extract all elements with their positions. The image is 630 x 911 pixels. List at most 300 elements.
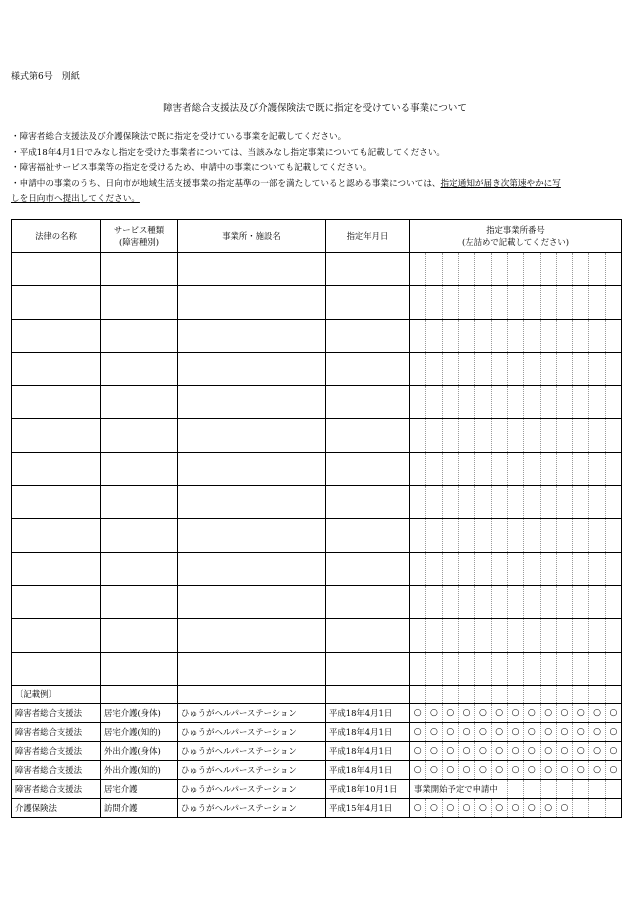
digit-cell[interactable] <box>491 453 507 485</box>
digit-cell[interactable] <box>442 419 458 451</box>
digit-cell[interactable] <box>442 519 458 551</box>
digit-cell[interactable] <box>458 586 474 618</box>
digit-cell[interactable] <box>523 253 539 285</box>
digit-cell[interactable] <box>425 453 441 485</box>
date-cell[interactable] <box>326 352 410 385</box>
digit-cell[interactable] <box>491 553 507 585</box>
digit-cell[interactable] <box>410 419 425 451</box>
digit-cell[interactable] <box>507 253 523 285</box>
digit-cell[interactable] <box>605 486 621 518</box>
office-number-cells[interactable] <box>410 703 622 722</box>
digit-cell[interactable] <box>572 286 588 318</box>
law-cell[interactable] <box>12 386 101 419</box>
date-cell[interactable] <box>326 519 410 552</box>
digit-cell[interactable]: ○ <box>413 745 422 756</box>
digit-cell[interactable] <box>556 320 572 352</box>
digit-cell[interactable]: ○ <box>523 799 539 817</box>
digit-cell[interactable] <box>425 419 441 451</box>
digit-cell[interactable] <box>458 619 474 651</box>
digit-cell[interactable] <box>556 253 572 285</box>
digit-cell[interactable] <box>588 519 604 551</box>
office-cell[interactable] <box>178 286 326 319</box>
digit-cell[interactable]: ○ <box>442 742 458 760</box>
digit-cell[interactable] <box>523 286 539 318</box>
digit-cell[interactable] <box>540 686 556 703</box>
digit-cell[interactable] <box>410 686 425 703</box>
digit-cell[interactable] <box>458 286 474 318</box>
digit-cell[interactable] <box>491 486 507 518</box>
digit-cell[interactable] <box>474 286 490 318</box>
digit-cell[interactable] <box>588 486 604 518</box>
digit-cell[interactable]: ○ <box>605 723 621 741</box>
law-cell[interactable] <box>12 519 101 552</box>
office-number-cells[interactable] <box>410 386 622 419</box>
office-cell[interactable] <box>178 652 326 685</box>
office-number-cells[interactable] <box>410 798 622 817</box>
law-cell[interactable] <box>12 286 101 319</box>
digit-cell[interactable] <box>572 320 588 352</box>
office-number-cells[interactable] <box>410 253 622 286</box>
digit-cell[interactable]: ○ <box>588 723 604 741</box>
office-number-cells[interactable] <box>410 452 622 485</box>
digit-cell[interactable] <box>556 619 572 651</box>
digit-cell[interactable] <box>540 386 556 418</box>
digit-cell[interactable] <box>425 686 441 703</box>
law-cell[interactable] <box>12 652 101 685</box>
digit-cell[interactable] <box>507 353 523 385</box>
office-cell[interactable] <box>178 519 326 552</box>
digit-cell[interactable]: ○ <box>413 764 422 775</box>
digit-cell[interactable]: ○ <box>523 742 539 760</box>
service-cell[interactable] <box>101 486 178 519</box>
digit-cell[interactable] <box>442 286 458 318</box>
service-cell[interactable] <box>101 519 178 552</box>
office-number-cells[interactable] <box>410 619 622 652</box>
digit-cell[interactable] <box>588 453 604 485</box>
digit-cell[interactable]: ○ <box>491 742 507 760</box>
digit-cell[interactable]: ○ <box>556 742 572 760</box>
office-number-cells[interactable] <box>410 319 622 352</box>
digit-cell[interactable] <box>458 253 474 285</box>
digit-cell[interactable] <box>605 553 621 585</box>
digit-cell[interactable] <box>458 353 474 385</box>
digit-cell[interactable] <box>572 253 588 285</box>
digit-cell[interactable] <box>442 386 458 418</box>
digit-cell[interactable] <box>410 553 425 585</box>
office-number-cells[interactable] <box>410 286 622 319</box>
digit-cell[interactable] <box>605 453 621 485</box>
date-cell[interactable] <box>326 652 410 685</box>
digit-cell[interactable] <box>507 586 523 618</box>
digit-cell[interactable] <box>442 586 458 618</box>
service-cell[interactable] <box>101 552 178 585</box>
digit-cell[interactable] <box>588 553 604 585</box>
digit-cell[interactable] <box>474 553 490 585</box>
digit-cell[interactable] <box>556 286 572 318</box>
digit-cell[interactable] <box>410 619 425 651</box>
digit-cell[interactable] <box>458 686 474 703</box>
digit-cell[interactable] <box>458 653 474 685</box>
digit-cell[interactable] <box>410 320 425 352</box>
office-number-cells[interactable] <box>410 760 622 779</box>
digit-cell[interactable] <box>474 486 490 518</box>
digit-cell[interactable] <box>572 353 588 385</box>
digit-cell[interactable] <box>540 780 556 798</box>
digit-cell[interactable] <box>425 386 441 418</box>
digit-cell[interactable] <box>523 519 539 551</box>
digit-cell[interactable] <box>572 486 588 518</box>
digit-cell[interactable] <box>540 353 556 385</box>
law-cell[interactable] <box>12 352 101 385</box>
digit-cell[interactable] <box>540 619 556 651</box>
digit-cell[interactable] <box>491 253 507 285</box>
digit-cell[interactable]: ○ <box>605 704 621 722</box>
digit-cell[interactable] <box>507 320 523 352</box>
digit-cell[interactable] <box>507 553 523 585</box>
digit-cell[interactable] <box>556 586 572 618</box>
office-number-cells[interactable] <box>410 419 622 452</box>
office-number-cells[interactable] <box>410 486 622 519</box>
digit-cell[interactable]: ○ <box>556 723 572 741</box>
digit-cell[interactable] <box>507 286 523 318</box>
digit-cell[interactable]: ○ <box>572 761 588 779</box>
service-cell[interactable] <box>101 452 178 485</box>
digit-cell[interactable] <box>605 253 621 285</box>
digit-cell[interactable]: ○ <box>572 742 588 760</box>
digit-cell[interactable]: ○ <box>540 799 556 817</box>
digit-cell[interactable] <box>572 419 588 451</box>
digit-cell[interactable]: ○ <box>425 761 441 779</box>
digit-cell[interactable] <box>540 419 556 451</box>
digit-cell[interactable]: ○ <box>507 742 523 760</box>
digit-cell[interactable]: ○ <box>474 742 490 760</box>
digit-cell[interactable] <box>410 519 425 551</box>
digit-cell[interactable] <box>410 386 425 418</box>
digit-cell[interactable]: ○ <box>540 704 556 722</box>
digit-cell[interactable] <box>572 386 588 418</box>
digit-cell[interactable] <box>572 553 588 585</box>
digit-cell[interactable] <box>588 253 604 285</box>
digit-cell[interactable]: ○ <box>556 704 572 722</box>
digit-cell[interactable] <box>425 353 441 385</box>
service-cell[interactable] <box>101 386 178 419</box>
digit-cell[interactable] <box>605 419 621 451</box>
digit-cell[interactable] <box>507 780 523 798</box>
office-cell[interactable] <box>178 552 326 585</box>
service-cell[interactable] <box>101 585 178 618</box>
digit-cell[interactable]: ○ <box>523 704 539 722</box>
digit-cell[interactable]: ○ <box>442 704 458 722</box>
digit-cell[interactable] <box>491 419 507 451</box>
date-cell[interactable] <box>326 585 410 618</box>
digit-cell[interactable] <box>442 353 458 385</box>
digit-cell[interactable] <box>458 553 474 585</box>
digit-cell[interactable] <box>507 519 523 551</box>
office-cell[interactable] <box>178 619 326 652</box>
digit-cell[interactable] <box>556 353 572 385</box>
digit-cell[interactable] <box>572 653 588 685</box>
digit-cell[interactable]: ○ <box>491 799 507 817</box>
service-cell[interactable] <box>101 419 178 452</box>
digit-cell[interactable]: ○ <box>540 742 556 760</box>
digit-cell[interactable]: ○ <box>507 723 523 741</box>
digit-cell[interactable] <box>540 553 556 585</box>
date-cell[interactable] <box>326 286 410 319</box>
digit-cell[interactable] <box>556 686 572 703</box>
digit-cell[interactable] <box>523 453 539 485</box>
law-cell[interactable] <box>12 452 101 485</box>
office-cell[interactable] <box>178 386 326 419</box>
digit-cell[interactable] <box>474 320 490 352</box>
digit-cell[interactable] <box>588 799 604 817</box>
digit-cell[interactable] <box>556 486 572 518</box>
law-cell[interactable] <box>12 419 101 452</box>
digit-cell[interactable] <box>523 553 539 585</box>
digit-cell[interactable]: ○ <box>588 704 604 722</box>
digit-cell[interactable] <box>410 453 425 485</box>
digit-cell[interactable] <box>410 586 425 618</box>
digit-cell[interactable]: ○ <box>458 723 474 741</box>
digit-cell[interactable] <box>491 353 507 385</box>
digit-cell[interactable] <box>458 419 474 451</box>
digit-cell[interactable] <box>572 453 588 485</box>
digit-cell[interactable] <box>605 353 621 385</box>
digit-cell[interactable] <box>425 653 441 685</box>
date-cell[interactable] <box>326 619 410 652</box>
digit-cell[interactable] <box>474 353 490 385</box>
digit-cell[interactable] <box>491 320 507 352</box>
digit-cell[interactable] <box>523 780 539 798</box>
digit-cell[interactable] <box>442 320 458 352</box>
digit-cell[interactable] <box>442 253 458 285</box>
digit-cell[interactable] <box>491 286 507 318</box>
digit-cell[interactable]: ○ <box>507 799 523 817</box>
digit-cell[interactable] <box>442 486 458 518</box>
digit-cell[interactable]: ○ <box>413 726 422 737</box>
digit-cell[interactable] <box>523 619 539 651</box>
digit-cell[interactable] <box>588 619 604 651</box>
digit-cell[interactable]: ○ <box>474 704 490 722</box>
digit-cell[interactable] <box>410 486 425 518</box>
digit-cell[interactable] <box>523 320 539 352</box>
digit-cell[interactable] <box>588 686 604 703</box>
date-cell[interactable] <box>326 386 410 419</box>
service-cell[interactable] <box>101 253 178 286</box>
digit-cell[interactable] <box>572 799 588 817</box>
digit-cell[interactable] <box>507 386 523 418</box>
service-cell[interactable] <box>101 319 178 352</box>
digit-cell[interactable]: ○ <box>507 761 523 779</box>
digit-cell[interactable]: ○ <box>442 761 458 779</box>
date-cell[interactable] <box>326 486 410 519</box>
digit-cell[interactable]: ○ <box>556 799 572 817</box>
digit-cell[interactable] <box>425 619 441 651</box>
digit-cell[interactable] <box>442 653 458 685</box>
digit-cell[interactable] <box>410 653 425 685</box>
digit-cell[interactable] <box>556 453 572 485</box>
digit-cell[interactable] <box>605 386 621 418</box>
office-cell[interactable] <box>178 419 326 452</box>
digit-cell[interactable]: ○ <box>588 742 604 760</box>
office-cell[interactable] <box>178 319 326 352</box>
digit-cell[interactable] <box>425 586 441 618</box>
service-cell[interactable] <box>101 652 178 685</box>
digit-cell[interactable]: ○ <box>540 723 556 741</box>
digit-cell[interactable] <box>605 286 621 318</box>
digit-cell[interactable] <box>425 253 441 285</box>
law-cell[interactable] <box>12 486 101 519</box>
digit-cell[interactable] <box>507 419 523 451</box>
digit-cell[interactable] <box>474 453 490 485</box>
digit-cell[interactable] <box>556 653 572 685</box>
digit-cell[interactable]: ○ <box>458 761 474 779</box>
digit-cell[interactable] <box>491 653 507 685</box>
digit-cell[interactable] <box>556 419 572 451</box>
digit-cell[interactable] <box>605 653 621 685</box>
digit-cell[interactable] <box>425 320 441 352</box>
digit-cell[interactable] <box>442 619 458 651</box>
digit-cell[interactable] <box>588 386 604 418</box>
digit-cell[interactable] <box>458 386 474 418</box>
office-cell[interactable] <box>178 253 326 286</box>
office-number-cells[interactable] <box>410 779 622 798</box>
digit-cell[interactable] <box>572 619 588 651</box>
digit-cell[interactable] <box>474 519 490 551</box>
digit-cell[interactable] <box>507 653 523 685</box>
office-cell[interactable] <box>178 452 326 485</box>
digit-cell[interactable] <box>556 553 572 585</box>
digit-cell[interactable] <box>425 519 441 551</box>
service-cell[interactable] <box>101 286 178 319</box>
date-cell[interactable] <box>326 253 410 286</box>
digit-cell[interactable] <box>425 286 441 318</box>
digit-cell[interactable]: ○ <box>572 723 588 741</box>
digit-cell[interactable] <box>572 586 588 618</box>
date-cell[interactable] <box>326 552 410 585</box>
office-cell[interactable] <box>178 352 326 385</box>
digit-cell[interactable] <box>540 519 556 551</box>
digit-cell[interactable] <box>507 686 523 703</box>
digit-cell[interactable] <box>442 686 458 703</box>
digit-cell[interactable] <box>507 486 523 518</box>
digit-cell[interactable]: ○ <box>425 704 441 722</box>
service-cell[interactable] <box>101 619 178 652</box>
digit-cell[interactable] <box>523 686 539 703</box>
digit-cell[interactable] <box>458 320 474 352</box>
digit-cell[interactable] <box>458 486 474 518</box>
digit-cell[interactable]: ○ <box>442 723 458 741</box>
digit-cell[interactable] <box>474 619 490 651</box>
digit-cell[interactable] <box>540 486 556 518</box>
digit-cell[interactable] <box>474 253 490 285</box>
digit-cell[interactable] <box>474 419 490 451</box>
digit-cell[interactable] <box>410 353 425 385</box>
law-cell[interactable] <box>12 585 101 618</box>
office-number-cells[interactable] <box>410 722 622 741</box>
digit-cell[interactable] <box>605 619 621 651</box>
digit-cell[interactable]: ○ <box>491 761 507 779</box>
digit-cell[interactable]: ○ <box>605 742 621 760</box>
digit-cell[interactable] <box>523 586 539 618</box>
digit-cell[interactable]: ○ <box>491 723 507 741</box>
digit-cell[interactable]: ○ <box>572 704 588 722</box>
digit-cell[interactable] <box>588 586 604 618</box>
office-cell[interactable] <box>178 585 326 618</box>
digit-cell[interactable]: ○ <box>474 723 490 741</box>
digit-cell[interactable]: ○ <box>491 704 507 722</box>
digit-cell[interactable] <box>425 553 441 585</box>
digit-cell[interactable] <box>605 686 621 703</box>
office-number-cells[interactable] <box>410 685 622 703</box>
digit-cell[interactable] <box>556 519 572 551</box>
digit-cell[interactable] <box>458 519 474 551</box>
digit-cell[interactable] <box>474 686 490 703</box>
office-number-cells[interactable] <box>410 741 622 760</box>
digit-cell[interactable] <box>491 586 507 618</box>
digit-cell[interactable]: ○ <box>507 704 523 722</box>
digit-cell[interactable] <box>442 453 458 485</box>
digit-cell[interactable] <box>605 780 621 798</box>
digit-cell[interactable] <box>540 320 556 352</box>
law-cell[interactable] <box>12 253 101 286</box>
digit-cell[interactable]: ○ <box>458 799 474 817</box>
digit-cell[interactable]: ○ <box>588 761 604 779</box>
office-number-cells[interactable] <box>410 519 622 552</box>
digit-cell[interactable] <box>605 519 621 551</box>
digit-cell[interactable] <box>491 519 507 551</box>
digit-cell[interactable] <box>572 686 588 703</box>
digit-cell[interactable]: ○ <box>540 761 556 779</box>
digit-cell[interactable]: ○ <box>556 761 572 779</box>
date-cell[interactable] <box>326 452 410 485</box>
law-cell[interactable] <box>12 619 101 652</box>
digit-cell[interactable] <box>605 586 621 618</box>
digit-cell[interactable] <box>540 253 556 285</box>
digit-cell[interactable]: ○ <box>413 707 422 718</box>
digit-cell[interactable] <box>588 653 604 685</box>
digit-cell[interactable] <box>540 453 556 485</box>
digit-cell[interactable] <box>491 686 507 703</box>
digit-cell[interactable] <box>507 453 523 485</box>
digit-cell[interactable]: ○ <box>425 742 441 760</box>
digit-cell[interactable] <box>410 253 425 285</box>
digit-cell[interactable]: ○ <box>523 723 539 741</box>
digit-cell[interactable] <box>572 519 588 551</box>
digit-cell[interactable] <box>588 780 604 798</box>
digit-cell[interactable] <box>588 320 604 352</box>
digit-cell[interactable] <box>523 386 539 418</box>
digit-cell[interactable] <box>474 586 490 618</box>
digit-cell[interactable] <box>410 286 425 318</box>
digit-cell[interactable] <box>523 419 539 451</box>
digit-cell[interactable]: ○ <box>425 799 441 817</box>
digit-cell[interactable]: ○ <box>458 742 474 760</box>
digit-cell[interactable] <box>442 553 458 585</box>
digit-cell[interactable] <box>491 619 507 651</box>
digit-cell[interactable] <box>572 780 588 798</box>
office-number-cells[interactable] <box>410 652 622 685</box>
digit-cell[interactable] <box>523 353 539 385</box>
digit-cell[interactable] <box>588 419 604 451</box>
office-number-cells[interactable] <box>410 552 622 585</box>
digit-cell[interactable] <box>474 653 490 685</box>
digit-cell[interactable]: ○ <box>425 723 441 741</box>
digit-cell[interactable] <box>474 386 490 418</box>
digit-cell[interactable]: ○ <box>442 799 458 817</box>
digit-cell[interactable] <box>523 653 539 685</box>
law-cell[interactable] <box>12 319 101 352</box>
date-cell[interactable] <box>326 419 410 452</box>
